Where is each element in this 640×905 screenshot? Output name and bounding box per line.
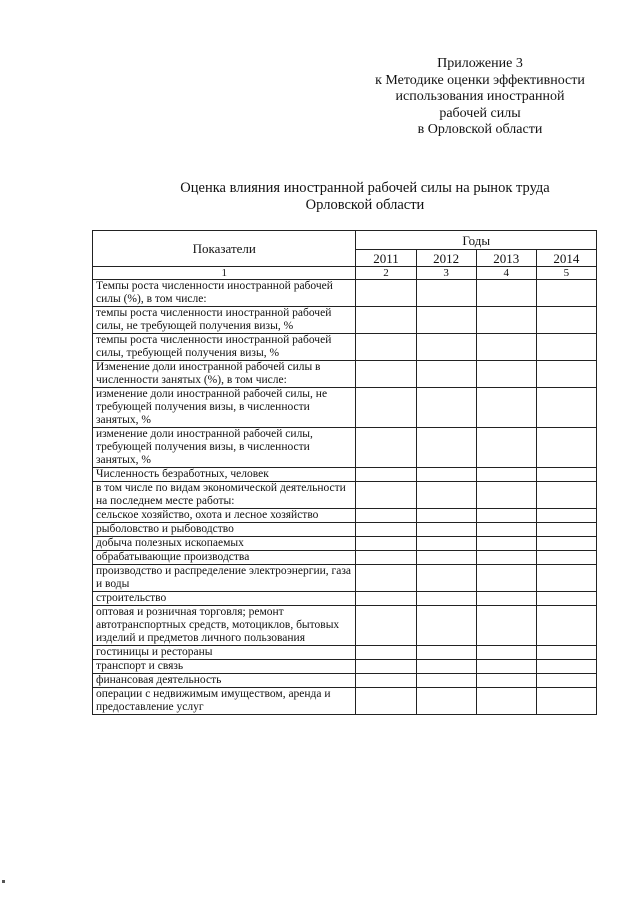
year-value-cell [416, 523, 476, 537]
year-value-cell [536, 388, 596, 428]
table-row [93, 468, 597, 482]
table-row [93, 688, 597, 715]
year-value-cell [356, 646, 416, 660]
year-value-cell [356, 482, 416, 509]
table-row [93, 551, 597, 565]
document-title [150, 180, 580, 213]
table-row [93, 565, 597, 592]
year-value-cell [476, 307, 536, 334]
year-value-cell [356, 565, 416, 592]
year-value-cell [536, 674, 596, 688]
table-row [93, 592, 597, 606]
year-value-cell [416, 482, 476, 509]
year-value-cell [476, 646, 536, 660]
year-value-cell [416, 361, 476, 388]
assessment-table [92, 230, 597, 715]
year-value-cell [356, 551, 416, 565]
year-value-cell [476, 660, 536, 674]
table-row [93, 509, 597, 523]
year-value-cell [476, 537, 536, 551]
indicator-label: темпы роста численности иностранной рабочей силы, требующей получения визы, % [93, 334, 356, 361]
title-line: Оценка влияния иностранной рабочей силы на рынок труда [180, 180, 550, 196]
table-row [93, 307, 597, 334]
year-value-cell [356, 361, 416, 388]
column-number: 4 [476, 267, 536, 280]
appendix-line: рабочей силы [439, 105, 521, 121]
header-year: 2012 [416, 250, 476, 267]
year-value-cell [536, 592, 596, 606]
appendix-line: Приложение 3 [437, 56, 523, 71]
year-value-cell [416, 428, 476, 468]
year-value-cell [536, 361, 596, 388]
column-number: 2 [356, 267, 416, 280]
year-value-cell [536, 565, 596, 592]
year-value-cell [356, 537, 416, 551]
indicator-label: производство и распределение электроэнергии, газа и воды [93, 565, 356, 592]
year-value-cell [416, 660, 476, 674]
indicator-label: добыча полезных ископаемых [93, 537, 356, 551]
year-value-cell [356, 307, 416, 334]
indicator-label: финансовая деятельность [93, 674, 356, 688]
year-value-cell [476, 361, 536, 388]
indicator-label: изменение доли иностранной рабочей силы, не требующей получения визы, в численности занятых, % [93, 388, 356, 428]
indicator-label: сельское хозяйство, охота и лесное хозяйство [93, 509, 356, 523]
header-year: 2011 [356, 250, 416, 267]
year-value-cell [356, 509, 416, 523]
year-value-cell [536, 537, 596, 551]
indicator-label: Численность безработных, человек [93, 468, 356, 482]
year-value-cell [536, 509, 596, 523]
indicator-label: рыболовство и рыбоводство [93, 523, 356, 537]
table-row [93, 660, 597, 674]
table-row [93, 674, 597, 688]
table-row [93, 280, 597, 307]
year-value-cell [476, 592, 536, 606]
year-value-cell [476, 482, 536, 509]
table-row [93, 482, 597, 509]
year-value-cell [356, 606, 416, 646]
year-value-cell [536, 307, 596, 334]
year-value-cell [416, 606, 476, 646]
year-value-cell [356, 428, 416, 468]
year-value-cell [476, 388, 536, 428]
indicator-label: Темпы роста численности иностранной рабочей силы (%), в том числе: [93, 280, 356, 307]
table-body [93, 280, 597, 715]
year-value-cell [356, 334, 416, 361]
year-value-cell [416, 688, 476, 715]
year-value-cell [356, 674, 416, 688]
scan-mark [2, 880, 5, 883]
year-value-cell [356, 592, 416, 606]
title-line: Орловской области [305, 196, 425, 213]
year-value-cell [416, 565, 476, 592]
appendix-block [330, 56, 630, 139]
year-value-cell [416, 388, 476, 428]
indicator-label: изменение доли иностранной рабочей силы, требующей получения визы, в численности занятых, % [93, 428, 356, 468]
indicator-label: оптовая и розничная торговля; ремонт автотранспортных средств, мотоциклов, бытовых изделий и предметов личного пользования [93, 606, 356, 646]
header-indicators: Показатели [93, 231, 356, 267]
table-row [93, 334, 597, 361]
header-year: 2014 [536, 250, 596, 267]
appendix-line: использования иностранной [395, 89, 565, 104]
year-value-cell [536, 551, 596, 565]
indicator-label: операции с недвижимым имуществом, аренда и предоставление услуг [93, 688, 356, 715]
indicator-label: темпы роста численности иностранной рабочей силы, не требующей получения визы, % [93, 307, 356, 334]
year-value-cell [476, 688, 536, 715]
year-value-cell [536, 606, 596, 646]
indicator-label: в том числе по видам экономической деятельности на последнем месте работы: [93, 482, 356, 509]
year-value-cell [476, 523, 536, 537]
indicator-label: строительство [93, 592, 356, 606]
year-value-cell [416, 551, 476, 565]
year-value-cell [416, 509, 476, 523]
appendix-line: в Орловской области [417, 122, 543, 137]
header-year: 2013 [476, 250, 536, 267]
year-value-cell [476, 509, 536, 523]
year-value-cell [536, 688, 596, 715]
year-value-cell [416, 307, 476, 334]
year-value-cell [476, 551, 536, 565]
year-value-cell [416, 592, 476, 606]
year-value-cell [476, 468, 536, 482]
year-value-cell [536, 660, 596, 674]
year-value-cell [416, 468, 476, 482]
indicator-label: обрабатывающие производства [93, 551, 356, 565]
year-value-cell [356, 468, 416, 482]
appendix-line: к Методике оценки эффективности [375, 72, 585, 88]
column-number: 1 [93, 267, 356, 280]
indicator-label: Изменение доли иностранной рабочей силы в численности занятых (%), в том числе: [93, 361, 356, 388]
year-value-cell [536, 334, 596, 361]
year-value-cell [416, 646, 476, 660]
year-value-cell [416, 280, 476, 307]
year-value-cell [476, 334, 536, 361]
year-value-cell [356, 688, 416, 715]
table-row [93, 361, 597, 388]
year-value-cell [536, 523, 596, 537]
year-value-cell [536, 468, 596, 482]
year-value-cell [476, 428, 536, 468]
column-number: 3 [416, 267, 476, 280]
year-value-cell [476, 606, 536, 646]
table-row [93, 523, 597, 537]
year-value-cell [536, 280, 596, 307]
year-value-cell [476, 280, 536, 307]
year-value-cell [416, 674, 476, 688]
year-value-cell [476, 565, 536, 592]
table-row [93, 537, 597, 551]
year-value-cell [356, 523, 416, 537]
year-value-cell [416, 334, 476, 361]
column-number: 5 [536, 267, 596, 280]
year-value-cell [356, 388, 416, 428]
year-value-cell [536, 482, 596, 509]
year-value-cell [536, 428, 596, 468]
table-row [93, 388, 597, 428]
table-row [93, 428, 597, 468]
table-row [93, 646, 597, 660]
year-value-cell [356, 280, 416, 307]
year-value-cell [356, 660, 416, 674]
table-row [93, 606, 597, 646]
indicator-label: транспорт и связь [93, 660, 356, 674]
header-years: Годы [356, 231, 597, 250]
year-value-cell [416, 537, 476, 551]
indicator-label: гостиницы и рестораны [93, 646, 356, 660]
year-value-cell [476, 674, 536, 688]
year-value-cell [536, 646, 596, 660]
